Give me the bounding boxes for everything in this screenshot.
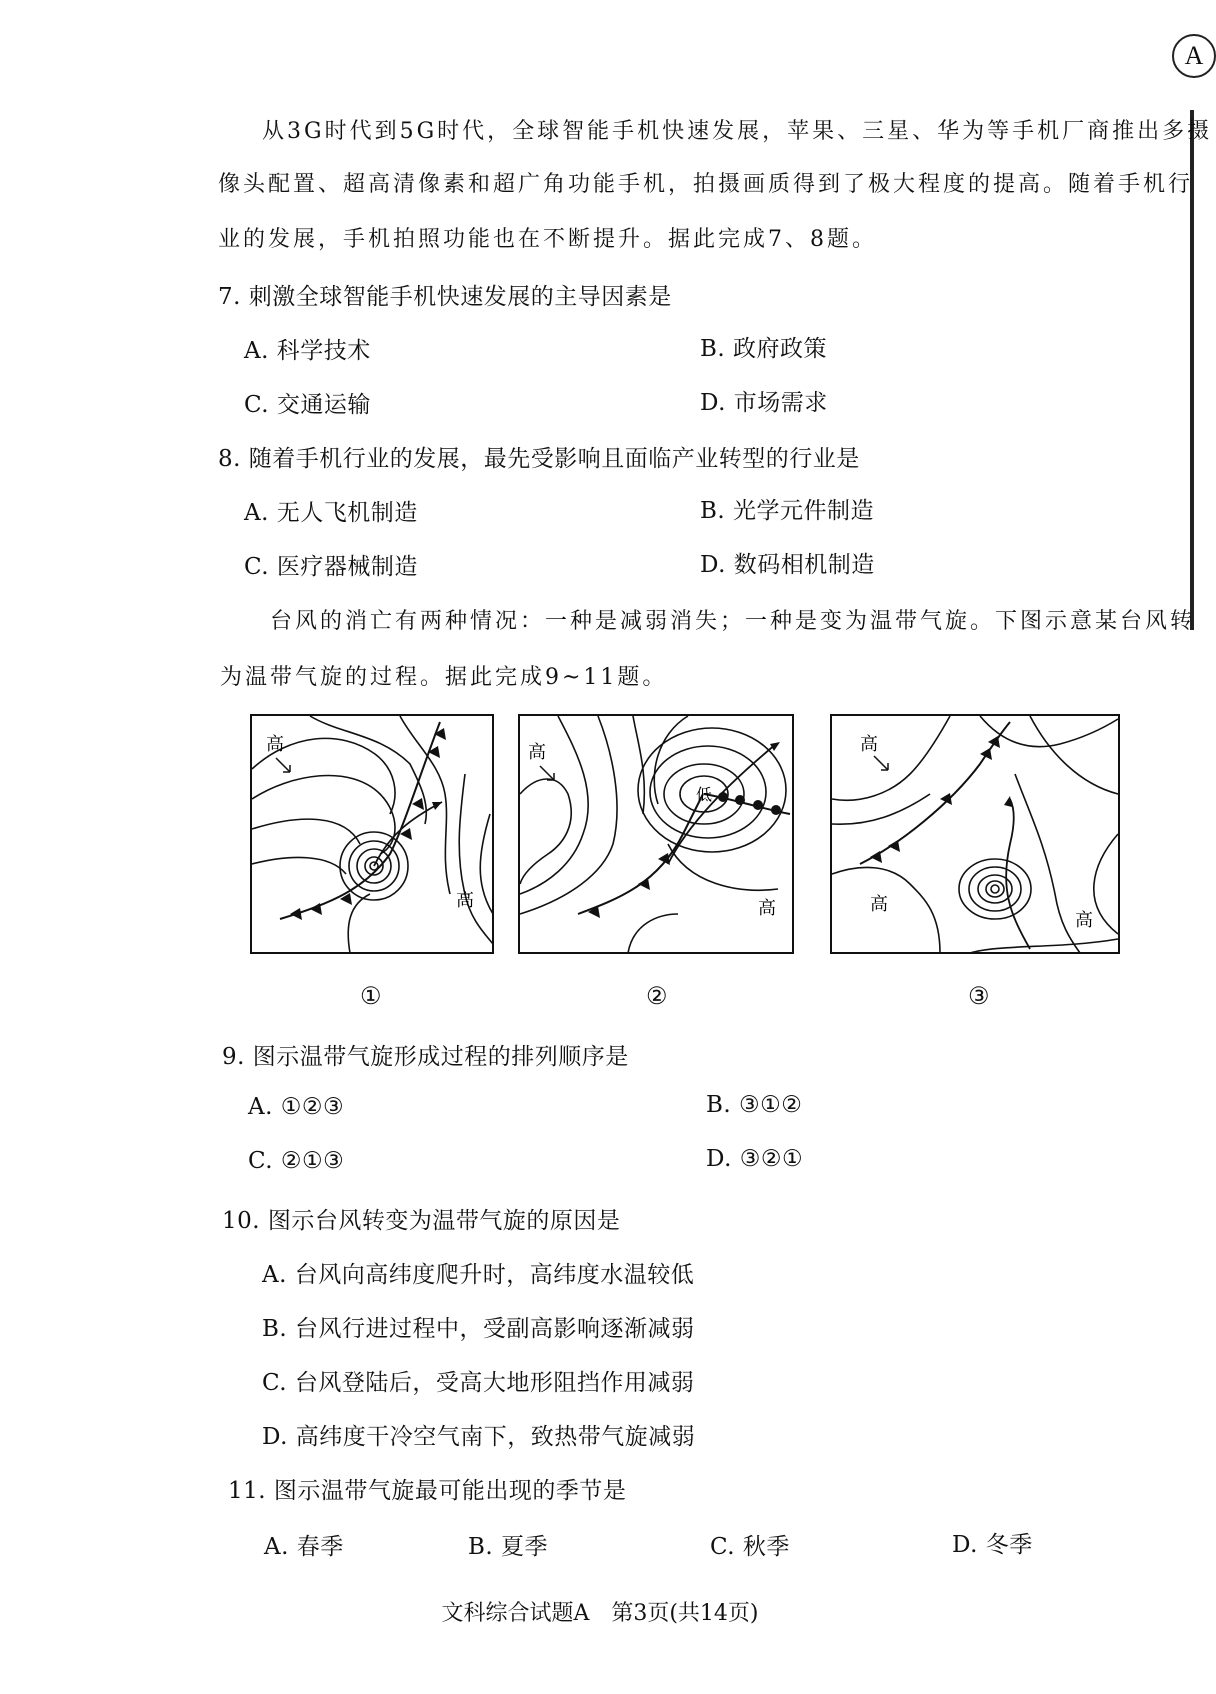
q8-option-d: D. 数码相机制造 (700, 552, 875, 578)
q8-option-b: B. 光学元件制造 (700, 498, 875, 524)
panel-label-3: ③ (968, 982, 990, 1010)
q9-option-b: B. ③①② (706, 1092, 803, 1118)
q8-option-a: A. 无人飞机制造 (244, 500, 418, 526)
q7-option-c: C. 交通运输 (244, 392, 371, 418)
q9-stem: 9. 图示温带气旋形成过程的排列顺序是 (222, 1044, 629, 1070)
q11-stem: 11. 图示温带气旋最可能出现的季节是 (228, 1478, 627, 1504)
q10-option-b: B. 台风行进过程中，受副高影响逐渐减弱 (262, 1316, 695, 1342)
panel-label-1: ① (360, 982, 382, 1010)
q11-option-c: C. 秋季 (710, 1534, 790, 1560)
high-pressure-label: 高 (266, 734, 284, 755)
passage2-line2: 为温带气旋的过程。据此完成9~11题。 (220, 665, 668, 690)
low-pressure-label: 低 (696, 785, 713, 804)
q8-option-c: C. 医疗器械制造 (244, 554, 418, 580)
passage2-line1: 台风的消亡有两种情况：一种是减弱消失；一种是变为温带气旋。下图示意某台风转 (270, 609, 1196, 634)
q9-option-c: C. ②①③ (248, 1148, 345, 1174)
q11-option-a: A. 春季 (264, 1534, 344, 1560)
q8-stem: 8. 随着手机行业的发展，最先受影响且面临产业转型的行业是 (218, 446, 860, 472)
high-pressure-label: 高 (870, 894, 888, 915)
q9-option-d: D. ③②① (706, 1146, 804, 1172)
weather-map-3 (830, 714, 1120, 954)
high-pressure-label: 高 (1075, 910, 1093, 931)
weather-map-2 (518, 714, 794, 954)
panel-label-2: ② (646, 982, 668, 1010)
q7-option-a: A. 科学技术 (244, 338, 371, 364)
q7-option-b: B. 政府政策 (700, 336, 828, 362)
q11-option-b: B. 夏季 (468, 1534, 549, 1560)
q7-stem: 7. 刺激全球智能手机快速发展的主导因素是 (218, 284, 672, 310)
passage1-line2: 像头配置、超高清像素和超广角功能手机，拍摄画质得到了极大程度的提高。随着手机行 (218, 172, 1194, 197)
high-pressure-label: 高 (758, 898, 776, 919)
high-pressure-label: 高 (860, 734, 878, 755)
weather-map-1 (250, 714, 494, 954)
q10-option-d: D. 高纬度干冷空气南下，致热带气旋减弱 (262, 1424, 696, 1450)
passage1-line1: 从3G时代到5G时代，全球智能手机快速发展，苹果、三星、华为等手机厂商推出多摄 (262, 119, 1213, 144)
paper-version-mark: A (1172, 34, 1216, 78)
q11-option-d: D. 冬季 (952, 1532, 1033, 1558)
q10-option-a: A. 台风向高纬度爬升时，高纬度水温较低 (262, 1262, 695, 1288)
q7-option-d: D. 市场需求 (700, 390, 828, 416)
passage1-line3: 业的发展，手机拍照功能也在不断提升。据此完成7、8题。 (218, 227, 877, 252)
high-pressure-label: 高 (456, 890, 474, 911)
q10-option-c: C. 台风登陆后，受高大地形阻挡作用减弱 (262, 1370, 695, 1396)
high-pressure-label: 高 (528, 742, 546, 763)
q9-option-a: A. ①②③ (248, 1094, 345, 1120)
q10-stem: 10. 图示台风转变为温带气旋的原因是 (222, 1208, 621, 1234)
page-footer: 文科综合试题A 第3页(共14页) (441, 1601, 759, 1626)
